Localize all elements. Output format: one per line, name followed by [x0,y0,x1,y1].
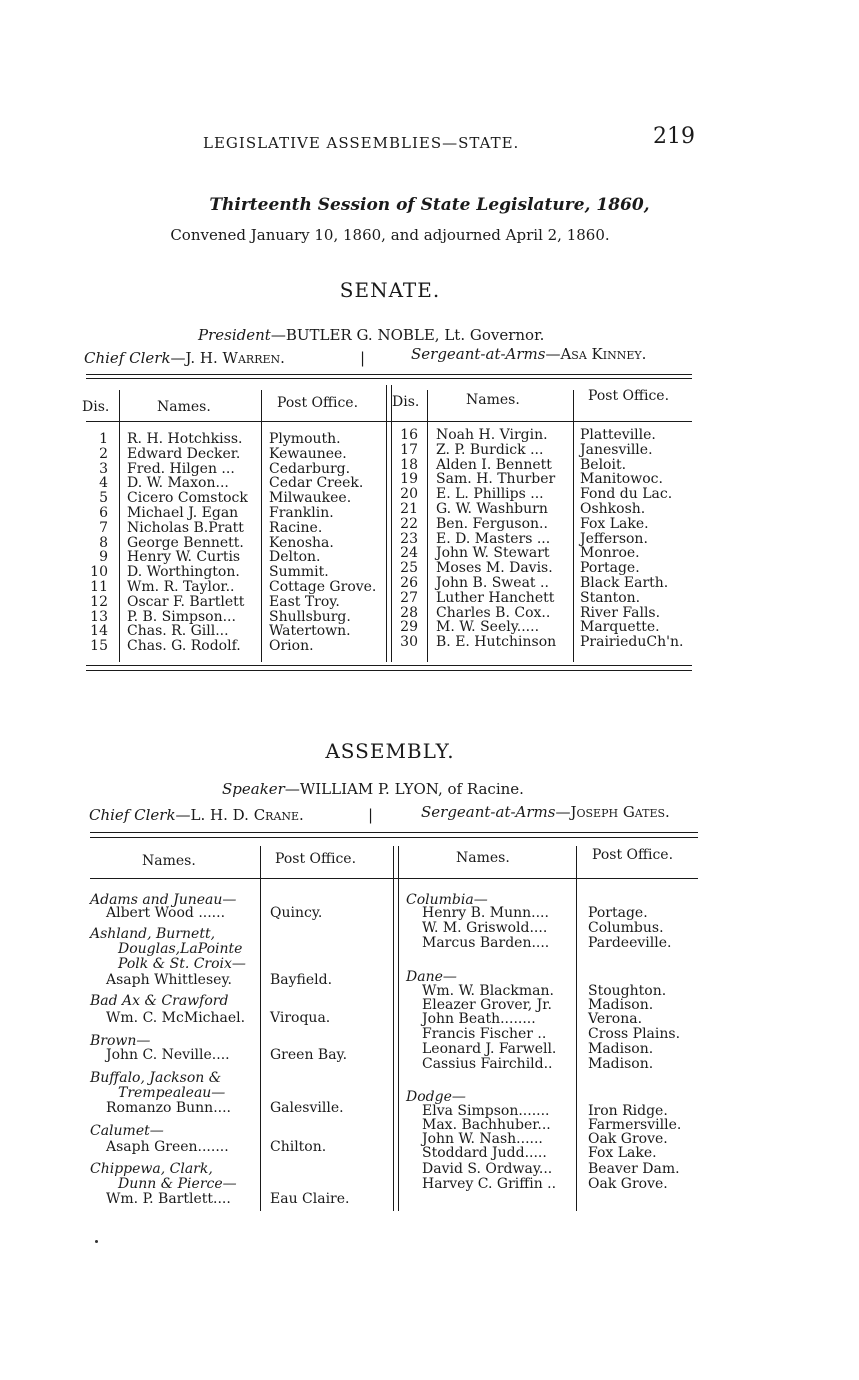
senate-row-name: Charles B. Cox.. [436,604,551,621]
senate-row-name: D. Worthington. [127,564,240,581]
senate-row-post: Cedar Creek. [269,475,364,492]
assembly-member-post: Oak Grove. [588,1131,668,1147]
senate-row-post: Manitowoc. [580,471,663,488]
clerk-name: —L. H. D. Crane. [175,806,304,824]
assembly-county-label: Dodge— [406,1089,466,1105]
senate-row-name: Alden I. Bennett [436,456,552,473]
assembly-member-post: Farmersville. [588,1117,682,1133]
senate-row-post: Shullsburg. [269,608,351,625]
clerk-role: Chief Clerk [84,349,171,367]
assembly-header-post: Post Office. [275,851,357,867]
assembly-member-name: Albert Wood ...... [106,905,226,921]
senate-row-post: Cottage Grove. [269,579,377,595]
senate-row-dis: 28 [400,604,418,621]
sergeant-role: Sergeant-at-Arms [411,345,546,363]
senate-row-post: Franklin. [269,505,334,521]
assembly-county-label: Columbia— [406,892,488,908]
assembly-member-name: David S. Ordway... [422,1161,553,1177]
senate-row-dis: 6 [99,505,108,521]
assembly-member-name: Harvey C. Griffin .. [422,1176,557,1192]
assembly-county-label: Polk & St. Croix— [118,956,246,972]
assembly-member-post: Verona. [588,1011,643,1027]
assembly-member-name: John C. Neville.... [106,1047,230,1063]
senate-row-name: John B. Sweat .. [436,575,549,591]
senate-row-dis: 15 [90,638,108,655]
senate-row-name: Moses M. Davis. [436,560,553,577]
senate-row-name: G. W. Washburn [436,501,548,517]
assembly-member-name: Romanzo Bunn.... [106,1100,232,1116]
senate-row-post: Black Earth. [580,575,669,591]
assembly-header-names: Names. [142,853,196,869]
assembly-member-post: Galesville. [270,1100,344,1116]
assembly-member-post: Portage. [588,905,648,921]
senate-header-dis-right: Dis. [392,394,420,410]
senate-row-dis: 12 [90,593,108,610]
senate-row-name: M. W. Seely..... [436,619,540,636]
senate-row-post: Kenosha. [269,534,334,551]
assembly-member-name: Eleazer Grover, Jr. [422,997,552,1013]
senate-row-dis: 27 [400,589,418,606]
senate-row-dis: 8 [99,534,108,551]
assembly-member-post: Madison. [588,997,654,1013]
senate-row-post: Cedarburg. [269,460,351,477]
senate-row-name: Luther Hanchett [436,589,555,606]
assembly-county-label: Calumet— [90,1123,164,1139]
assembly-member-post: Iron Ridge. [588,1103,668,1119]
assembly-member-post: Bayfield. [270,972,333,988]
senate-heading: SENATE. [339,278,441,302]
senate-row-name: Fred. Hilgen ... [127,460,235,477]
senate-row-name: Noah H. Virgin. [436,427,548,443]
assembly-member-post: Madison. [588,1041,654,1057]
senate-row-dis: 25 [400,560,418,577]
assembly-member-name: W. M. Griswold.... [422,920,548,936]
assembly-member-name: Asaph Whittlesey. [106,972,232,988]
senate-row-post: Beloit. [580,456,627,473]
assembly-member-post: Cross Plains. [588,1026,681,1042]
assembly-heading: ASSEMBLY. [325,739,455,763]
assembly-member-post: Eau Claire. [270,1191,350,1207]
assembly-member-name: John W. Nash...... [422,1131,543,1147]
senate-row-dis: 20 [400,486,418,503]
senate-row-dis: 9 [99,549,108,566]
running-head: LEGISLATIVE ASSEMBLIES—STATE. [203,134,520,152]
senate-row-dis: 16 [400,427,418,443]
assembly-member-name: Wm. C. McMichael. [106,1010,246,1026]
senate-row-name: D. W. Maxon... [127,475,229,492]
assembly-member-name: John Beath........ [422,1011,536,1027]
senate-row-dis: 10 [90,564,108,581]
assembly-county-label: Brown— [90,1033,151,1049]
senate-header-post-right: Post Office. [588,388,670,404]
page-number: 219 [653,124,695,149]
clerk-name: —J. H. Warren. [170,349,285,367]
assembly-member-post: Fox Lake. [588,1145,657,1161]
senate-row-name: E. L. Phillips ... [436,486,544,503]
senate-row-post: Janesville. [580,441,653,458]
senate-row-name: R. H. Hotchkiss. [127,431,243,447]
senate-row-name: George Bennett. [127,534,244,551]
assembly-member-post: Chilton. [270,1139,327,1155]
speaker-name: —WILLIAM P. LYON, of Racine. [284,780,524,798]
clerk-role: Chief Clerk [89,806,176,824]
senate-row-name: Ben. Ferguson.. [436,515,548,532]
senate-header-post: Post Office. [277,395,359,411]
senate-row-name: Sam. H. Thurber [436,471,556,488]
senate-row-dis: 13 [90,608,108,625]
senate-row-post: East Troy. [269,593,340,610]
officer-separator: | [360,349,366,367]
senate-row-post: Orion. [269,638,314,655]
senate-row-post: Watertown. [269,623,351,640]
senate-row-dis: 7 [99,519,108,536]
senate-header-names-right: Names. [466,392,520,408]
senate-row-name: E. D. Masters ... [436,530,551,547]
assembly-member-name: Marcus Barden.... [422,935,550,951]
assembly-county-label: Dunn & Pierce— [118,1176,237,1192]
assembly-member-post: Quincy. [270,905,323,921]
senate-header-names: Names. [157,399,211,415]
senate-row-dis: 14 [90,623,108,640]
assembly-member-post: Columbus. [588,920,664,936]
senate-row-name: Oscar F. Bartlett [127,593,245,610]
senate-row-name: Henry W. Curtis [127,549,241,566]
senate-row-post: Fond du Lac. [580,486,673,503]
assembly-member-name: Wm. W. Blackman. [422,983,554,999]
president-name: —BUTLER G. NOBLE, Lt. Governor. [270,326,545,344]
senate-row-dis: 22 [400,515,418,532]
assembly-member-name: Asaph Green....... [106,1139,229,1155]
ink-dot [95,1240,98,1243]
senate-row-dis: 29 [400,619,418,636]
assembly-member-post: Green Bay. [270,1047,348,1063]
senate-row-name: Cicero Comstock [127,490,248,507]
senate-row-dis: 18 [400,456,418,473]
senate-row-post: PrairieduCh'n. [580,634,684,651]
assembly-member-name: Francis Fischer .. [422,1026,547,1042]
assembly-county-label: Adams and Juneau— [90,892,237,908]
sergeant-name: —Asa Kinney. [545,345,647,363]
senate-row-post: Plymouth. [269,431,341,447]
sergeant-role: Sergeant-at-Arms [421,803,556,821]
senate-row-dis: 1 [99,431,108,447]
assembly-member-name: Stoddard Judd..... [422,1145,547,1161]
senate-row-dis: 11 [90,579,108,595]
assembly-header-names-right: Names. [456,850,510,866]
senate-row-dis: 19 [400,471,418,488]
senate-row-post: Jefferson. [580,530,648,547]
president-role: President [198,326,271,344]
senate-row-name: Chas. G. Rodolf. [127,638,241,655]
senate-row-dis: 23 [400,530,418,547]
senate-row-post: Fox Lake. [580,515,649,532]
senate-row-name: Chas. R. Gill... [127,623,229,640]
senate-row-post: Monroe. [580,545,640,562]
senate-row-dis: 24 [400,545,418,562]
senate-row-post: Stanton. [580,589,641,606]
convened-line: Convened January 10, 1860, and adjourned April 2, 1860. [170,226,610,244]
senate-row-name: B. E. Hutchinson [436,634,557,651]
assembly-county-label: Dane— [406,969,457,985]
senate-row-dis: 4 [99,475,108,492]
speaker-role: Speaker [222,780,285,798]
senate-row-name: Michael J. Egan [127,505,239,521]
assembly-member-post: Oak Grove. [588,1176,668,1192]
assembly-member-post: Madison. [588,1056,654,1072]
assembly-county-label: Trempealeau— [118,1085,226,1101]
assembly-member-post: Stoughton. [588,983,667,999]
senate-row-post: Kewaunee. [269,445,347,462]
assembly-county-label: Bad Ax & Crawford [90,993,229,1009]
session-title: Thirteenth Session of State Legislature, 1860, [209,195,650,215]
assembly-header-post-right: Post Office. [592,847,674,863]
assembly-county-label: Buffalo, Jackson & [90,1070,222,1086]
officer-separator: | [368,806,374,824]
senate-row-post: Portage. [580,560,640,577]
assembly-member-post: Viroqua. [270,1010,331,1026]
senate-row-post: Racine. [269,519,323,536]
senate-row-name: Edward Decker. [127,445,241,462]
senate-row-dis: 5 [99,490,108,507]
assembly-county-label: Douglas,LaPointe [118,941,243,957]
senate-row-dis: 3 [99,460,108,477]
assembly-member-name: Leonard J. Farwell. [422,1041,557,1057]
assembly-county-label: Ashland, Burnett, [90,926,216,942]
senate-row-dis: 21 [400,501,418,517]
assembly-member-post: Beaver Dam. [588,1161,680,1177]
senate-row-post: Delton. [269,549,321,566]
assembly-member-name: Cassius Fairchild.. [422,1056,553,1072]
senate-row-dis: 17 [400,441,418,458]
senate-header-dis: Dis. [82,399,110,415]
senate-row-name: Z. P. Burdick ... [436,441,544,458]
assembly-member-name: Henry B. Munn.... [422,905,549,921]
sergeant-name: —Joseph Gates. [555,803,670,821]
assembly-member-name: Elva Simpson....... [422,1103,550,1119]
senate-row-name: P. B. Simpson... [127,608,236,625]
senate-row-name: John W. Stewart [436,545,550,562]
assembly-county-label: Chippewa, Clark, [90,1161,213,1177]
assembly-member-post: Pardeeville. [588,935,672,951]
senate-row-dis: 2 [99,445,108,462]
senate-row-post: Summit. [269,564,329,581]
senate-row-dis: 30 [400,634,418,651]
senate-row-name: Nicholas B.Pratt [127,519,244,536]
assembly-member-name: Max. Bachhuber... [422,1117,551,1133]
senate-row-post: Oshkosh. [580,501,646,517]
senate-row-post: Marquette. [580,619,660,636]
senate-row-dis: 26 [400,575,418,591]
senate-row-post: River Falls. [580,604,661,621]
senate-row-post: Milwaukee. [269,490,352,507]
senate-row-post: Platteville. [580,427,656,443]
senate-row-name: Wm. R. Taylor.. [127,579,235,595]
assembly-member-name: Wm. P. Bartlett.... [106,1191,231,1207]
